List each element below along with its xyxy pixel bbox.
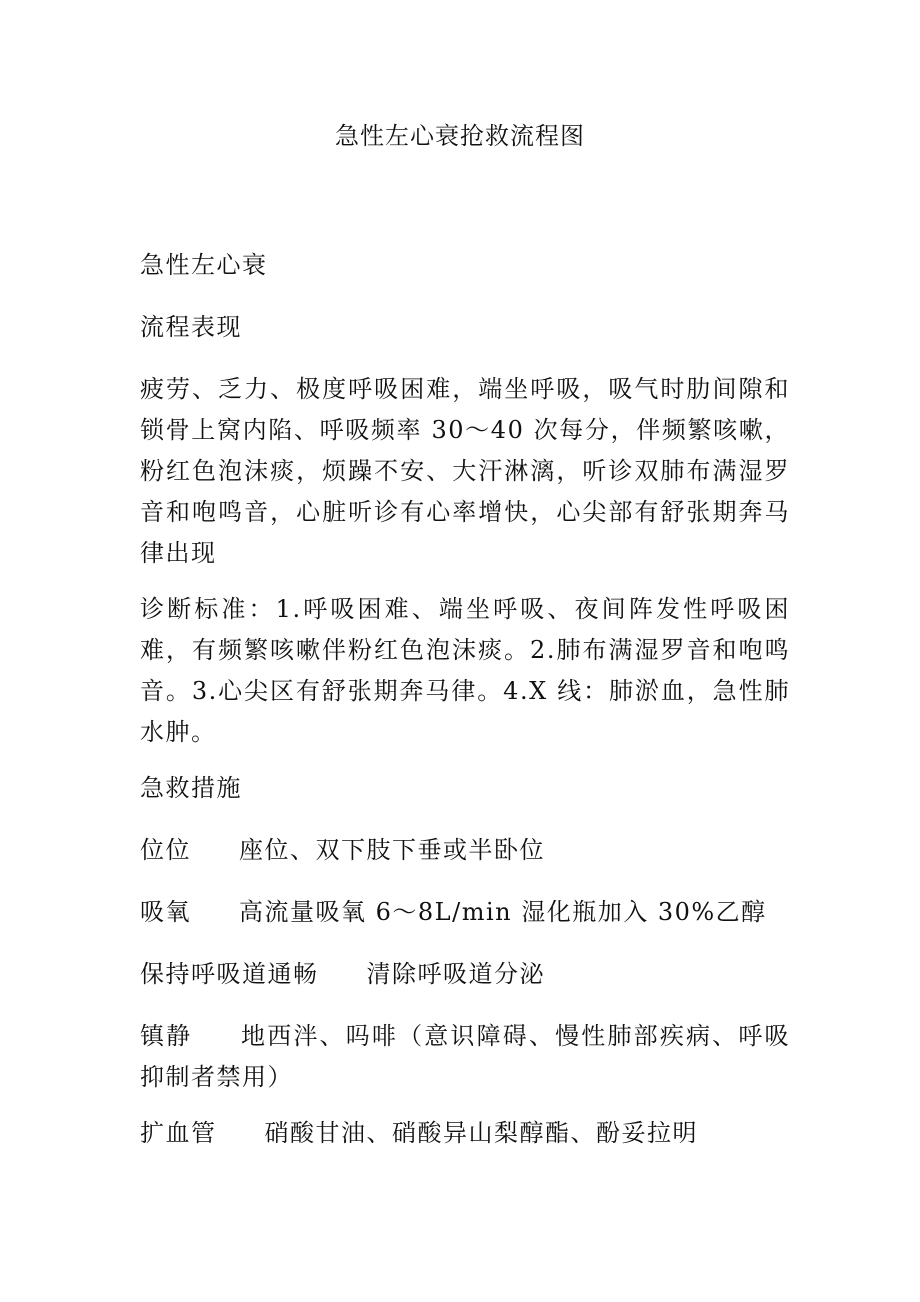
measure-label: 保持呼吸道通畅 xyxy=(140,960,319,988)
measure-item-vasodilator xyxy=(140,1113,790,1153)
measure-detail: 硝酸甘油、硝酸异山梨醇酯、酚妥拉明 xyxy=(264,1119,698,1147)
presentation-paragraph: 疲劳、乏力、极度呼吸困难，端坐呼吸，吸气时肋间隙和锁骨上窝内陷、呼吸频率 30～40 次每分，伴频繁咳嗽，粉红色泡沫痰，烦躁不安、大汗淋漓，听诊双肺布满湿罗音和咆鸣音，心脏听诊有心率增快，心尖部有舒张期奔马律出现 xyxy=(140,375,790,567)
measure-detail: 地西泮、吗啡（意识障碍、慢性肺部疾病、呼吸抑制者禁用） xyxy=(140,1022,791,1091)
measure-label: 扩血管 xyxy=(140,1119,217,1147)
heading-measures: 急救措施 xyxy=(140,774,242,802)
measure-item-oxygen xyxy=(140,892,790,932)
document-body xyxy=(140,245,790,1175)
diagnosis-paragraph: 诊断标准：1.呼吸困难、端坐呼吸、夜间阵发性呼吸困难，有频繁咳嗽伴粉红色泡沫痰。2.肺布满湿罗音和咆鸣音。3.心尖区有舒张期奔马律。4.X 线：肺淤血，急性肺水肿。 xyxy=(140,595,790,746)
measure-item-position xyxy=(140,830,790,870)
measure-item-sedation xyxy=(140,1016,790,1098)
measure-label: 镇静 xyxy=(140,1022,193,1050)
measure-detail: 座位、双下肢下垂或半卧位 xyxy=(239,836,545,864)
heading-presentation: 流程表现 xyxy=(140,313,242,341)
measure-item-airway xyxy=(140,954,790,994)
measure-detail: 高流量吸氧 6～8L/min 湿化瓶加入 30%乙醇 xyxy=(239,898,767,926)
measure-detail: 清除呼吸道分泌 xyxy=(366,960,545,988)
document-title: 急性左心衰抢救流程图 xyxy=(335,122,585,150)
measure-label: 吸氧 xyxy=(140,898,191,926)
measure-label: 位位 xyxy=(140,836,191,864)
heading-main: 急性左心衰 xyxy=(140,251,268,279)
